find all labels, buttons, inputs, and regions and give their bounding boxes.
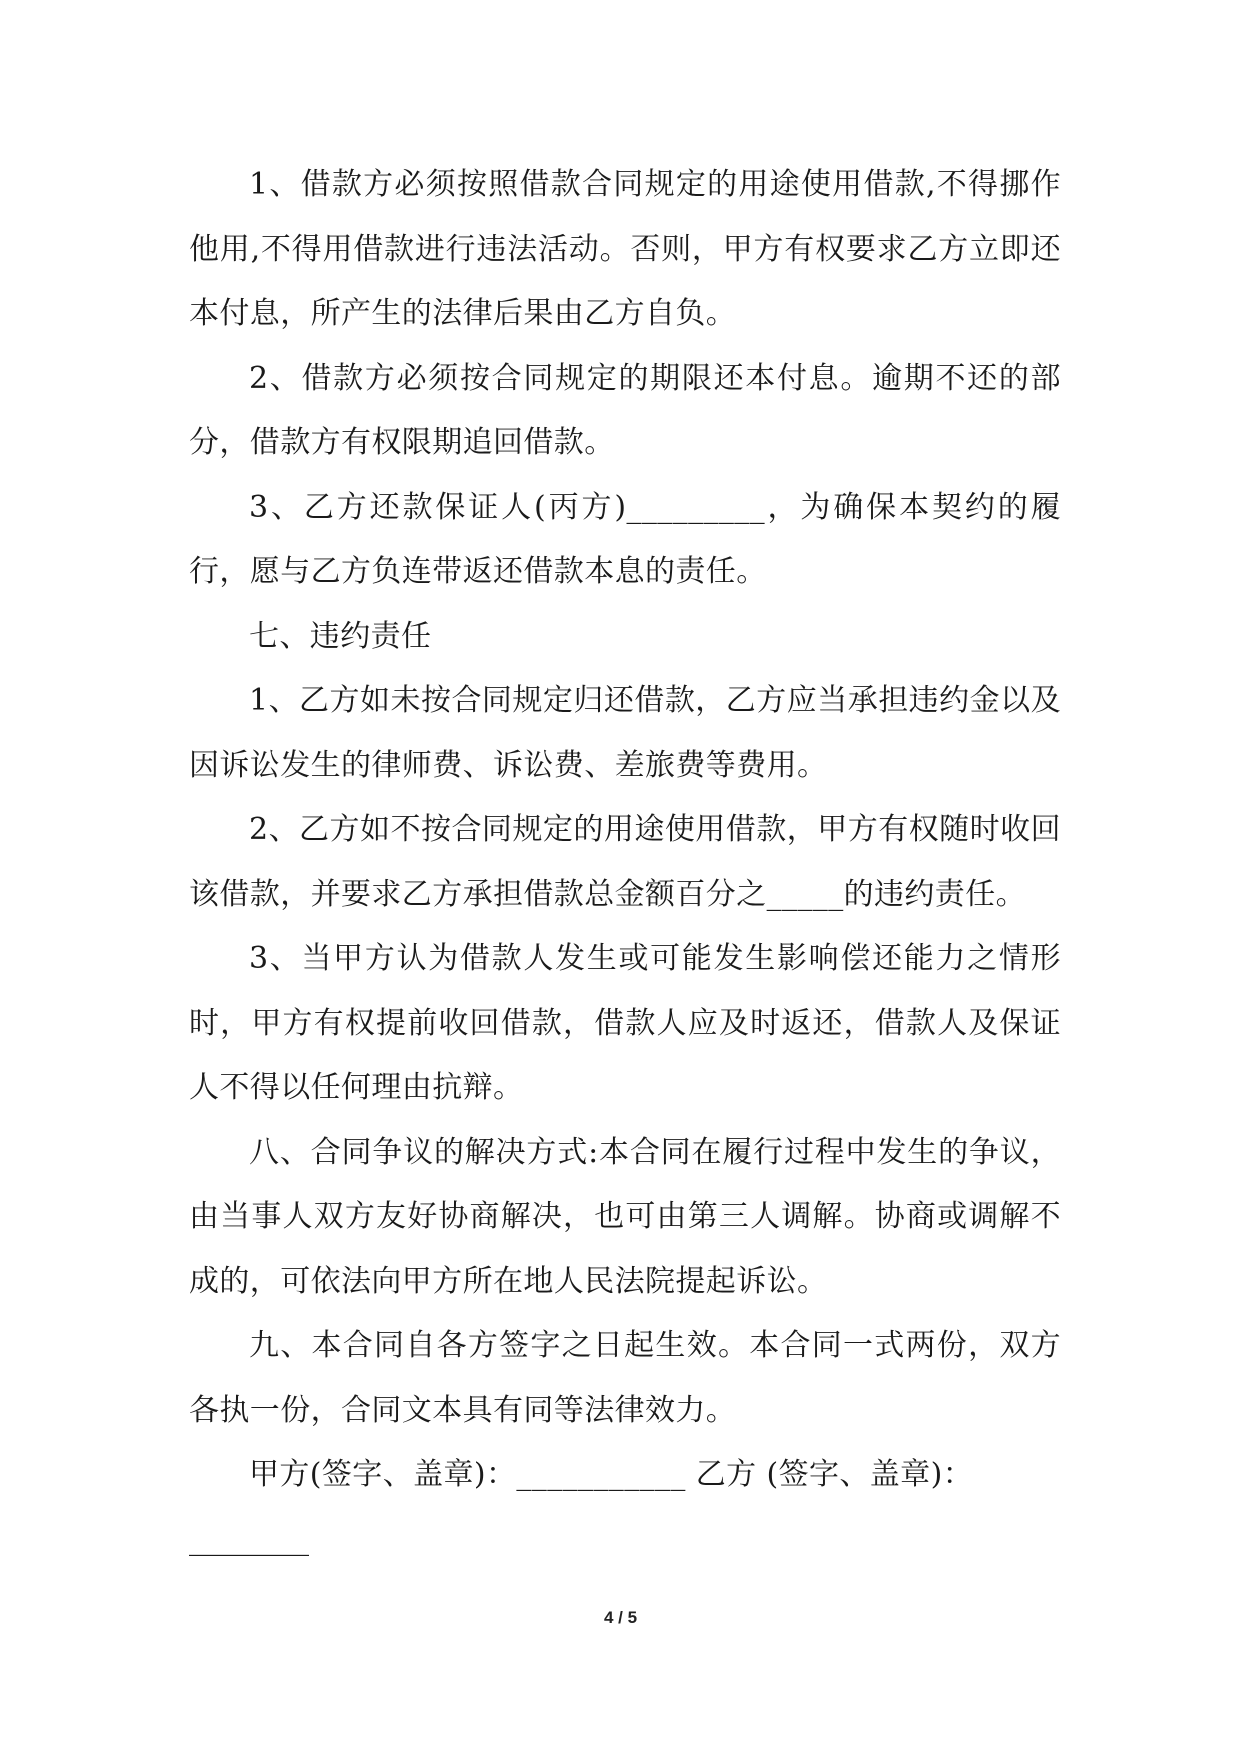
paragraph-clause-6-2: 2、借款方必须按合同规定的期限还本付息。逾期不还的部分，借款方有权限期追回借款。 [189, 360, 1061, 460]
paragraph-clause-6-1: 1、借款方必须按照借款合同规定的用途使用借款,不得挪作他用,不得用借款进行违法活动。否则，甲方有权要求乙方立即还本付息，所产生的法律后果由乙方自负。 [189, 167, 1061, 331]
signature-blank: ________ [189, 1521, 309, 1557]
document-body [189, 153, 1061, 1572]
page-number: 4 / 5 [603, 1608, 638, 1627]
paragraph-effectiveness: 九、本合同自各方签字之日起生效。本合同一式两份，双方各执一份，合同文本具有同等法律效力。 [189, 1328, 1061, 1428]
paragraph-dispute-resolution: 八、合同争议的解决方式:本合同在履行过程中发生的争议，由当事人双方友好协商解决，也可由第三人调解。协商或调解不成的，可依法向甲方所在地人民法院提起诉讼。 [189, 1134, 1061, 1299]
paragraph-clause-7-1: 1、乙方如未按合同规定归还借款，乙方应当承担违约金以及因诉讼发生的律师费、诉讼费、差旅费等费用。 [189, 683, 1061, 783]
paragraph-clause-7-2: 2、乙方如不按合同规定的用途使用借款，甲方有权随时收回该借款，并要求乙方承担借款总金额百分之_____的违约责任。 [189, 812, 1061, 912]
section-heading-breach: 七、违约责任 [249, 618, 432, 654]
signature-line: 甲方(签字、盖章)：___________ 乙方 (签字、盖章)： [249, 1457, 974, 1492]
paragraph-clause-7-3: 3、当甲方认为借款人发生或可能发生影响偿还能力之情形时，甲方有权提前收回借款，借款人应及时返还，借款人及保证人不得以任何理由抗辩。 [189, 941, 1061, 1105]
paragraph-clause-6-3: 3、乙方还款保证人(丙方)_________，为确保本契约的履行，愿与乙方负连带返还借款本息的责任。 [189, 489, 1061, 589]
